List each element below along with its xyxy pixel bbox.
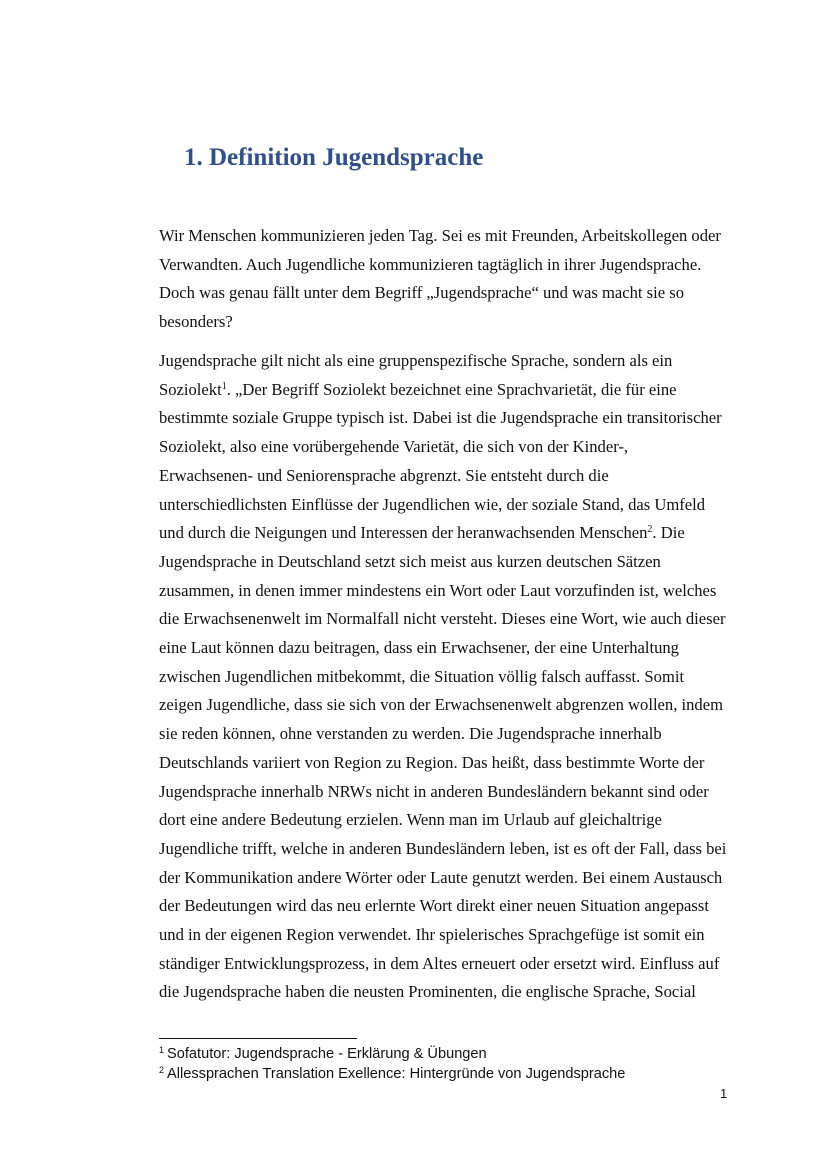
- text-line: bestimmte soziale Gruppe typisch ist. Dabei ist die Jugendsprache ein transitorischer: [159, 408, 722, 428]
- footnote-text: Sofatutor: Jugendsprache - Erklärung & Übungen: [167, 1046, 487, 1062]
- text-line: Jugendsprache gilt nicht als eine gruppenspezifische Sprache, sondern als ein: [159, 351, 673, 370]
- text-segment: . „Der Begriff Soziolekt bezeichnet eine Sprachvarietät, die für eine: [226, 379, 677, 399]
- text-line: die Erwachsenenwelt im Normalfall nicht versteht. Dieses eine Wort, wie auch dieser: [159, 609, 726, 629]
- footnote-number: 1: [159, 1045, 165, 1055]
- text-segment: und durch die Neigungen und Interessen der heranwachsenden Menschen: [159, 523, 648, 543]
- text-line: Verwandten. Auch Jugendliche kommunizieren tagtäglich in ihrer Jugendsprache.: [159, 254, 702, 274]
- footnote-2: [159, 1064, 625, 1084]
- text-line: zwischen Jugendlichen mitbekommt, die Situation völlig falsch auffasst. Somit: [159, 666, 685, 686]
- text-line: Jugendsprache innerhalb NRWs nicht in anderen Bundesländern bekannt sind oder: [159, 781, 709, 801]
- text-line: Wir Menschen kommunizieren jeden Tag. Sei es mit Freunden, Arbeitskollegen oder: [159, 226, 721, 245]
- text-line: Erwachsenen- und Seniorensprache abgrenzt. Sie entsteht durch die: [159, 465, 609, 485]
- text-line: sie reden können, ohne verstanden zu werden. Die Jugendsprache innerhalb: [159, 724, 662, 744]
- text-line: besonders?: [159, 312, 233, 332]
- text-line: Doch was genau fällt unter dem Begriff „Jugendsprache“ und was macht sie so: [159, 283, 684, 303]
- footnote-ref-1[interactable]: 1: [221, 380, 227, 392]
- text-line: der Bedeutungen wird das neu erlernte Wort direkt einer neuen Situation angepasst: [159, 896, 709, 916]
- text-line: ständiger Entwicklungsprozess, in dem Altes erneuert oder ersetzt wird. Einfluss auf: [159, 953, 720, 973]
- intro-paragraph: [159, 222, 721, 337]
- text-line: zeigen Jugendliche, dass sie sich von der Erwachsenenwelt abgrenzen wollen, indem: [159, 695, 723, 715]
- page-title: 1. Definition Jugendsprache: [184, 144, 484, 171]
- text-line: Soziolekt, also eine vorübergehende Varietät, die sich von der Kinder-,: [159, 437, 629, 457]
- footnote-divider: [159, 1038, 357, 1039]
- definition-paragraph: [159, 347, 726, 1007]
- text-line: der Kommunikation andere Wörter oder Laute genutzt werden. Bei einem Austausch: [159, 867, 723, 887]
- footnote-number: 2: [159, 1065, 165, 1075]
- text-line: die Jugendsprache haben die neusten Prominenten, die englische Sprache, Social: [159, 982, 696, 1002]
- text-line: eine Laut können dazu beitragen, dass ein Erwachsener, der eine Unterhaltung: [159, 638, 679, 658]
- footnote-ref-2[interactable]: 2: [647, 524, 653, 536]
- text-line: Jugendsprache in Deutschland setzt sich meist aus kurzen deutschen Sätzen: [159, 551, 661, 571]
- text-line: [159, 376, 726, 405]
- footnotes: [159, 1044, 625, 1084]
- text-segment: Soziolekt: [159, 379, 222, 399]
- text-segment: . Die: [652, 523, 685, 543]
- text-line: dort eine andere Bedeutung erzielen. Wenn man im Urlaub auf gleichaltrige: [159, 810, 662, 830]
- footnote-1: [159, 1044, 625, 1064]
- text-line: Jugendliche trifft, welche in anderen Bundesländern leben, ist es oft der Fall, dass bei: [159, 838, 727, 858]
- text-line: unterschiedlichsten Einflüsse der Jugendlichen wie, der soziale Stand, das Umfeld: [159, 494, 706, 514]
- text-line: zusammen, in denen immer mindestens ein Wort oder Laut vorzufinden ist, welches: [159, 580, 717, 600]
- footnote-text: Allessprachen Translation Exellence: Hintergründe von Jugendsprache: [167, 1066, 626, 1082]
- page-number: 1: [720, 1086, 728, 1101]
- text-line: Deutschlands variiert von Region zu Region. Das heißt, dass bestimmte Worte der: [159, 752, 705, 772]
- text-line: und in der eigenen Region verwendet. Ihr spielerisches Sprachgefüge ist somit ein: [159, 925, 705, 945]
- text-line: [159, 519, 726, 548]
